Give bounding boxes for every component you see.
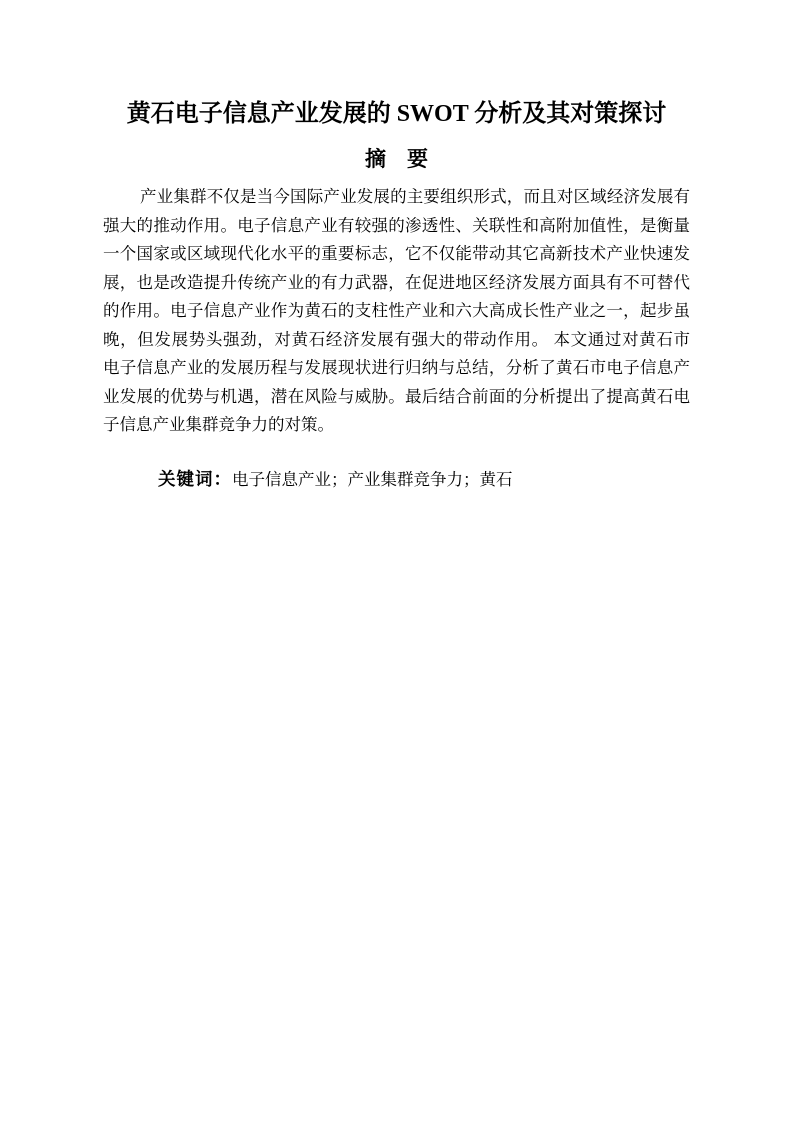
keywords-row: [103, 465, 690, 495]
keywords-label: 关键词：: [158, 468, 232, 489]
abstract-line: 一个国家或区域现代化水平的重要标志，它不仅能带动其它高新技术产业快速发: [103, 244, 690, 263]
abstract-line: 晚，但发展势头强劲，对黄石经济发展有强大的带动作用。 本文通过对黄石市: [103, 329, 690, 349]
abstract-line: 产业集群不仅是当今国际产业发展的主要组织形式，而且对区域经济发展有: [140, 187, 690, 206]
page-content: [0, 97, 793, 494]
abstract-line: 电子信息产业的发展历程与发展现状进行归纳与总结，分析了黄石市电子信息产: [103, 358, 690, 377]
abstract-line: 展，也是改造提升传统产业的有力武器，在促进地区经济发展方面具有不可替代: [103, 272, 690, 292]
abstract-line: 业发展的优势与机遇，潜在风险与威胁。最后结合前面的分析提出了提高黄石电: [103, 386, 690, 406]
abstract-line: 子信息产业集群竞争力的对策。: [103, 415, 334, 434]
abstract-paragraph: [103, 183, 690, 440]
page-title: 黄石电子信息产业发展的 SWOT 分析及其对策探讨: [126, 101, 667, 127]
abstract-line: 的作用。电子信息产业作为黄石的支柱性产业和六大高成长性产业之一，起步虽: [103, 301, 690, 320]
keywords-value: 电子信息产业；产业集群竞争力；黄石: [232, 469, 513, 489]
abstract-heading: 摘 要: [365, 147, 428, 171]
abstract-line: 强大的推动作用。电子信息产业有较强的渗透性、关联性和高附加值性，是衡量: [103, 215, 690, 235]
